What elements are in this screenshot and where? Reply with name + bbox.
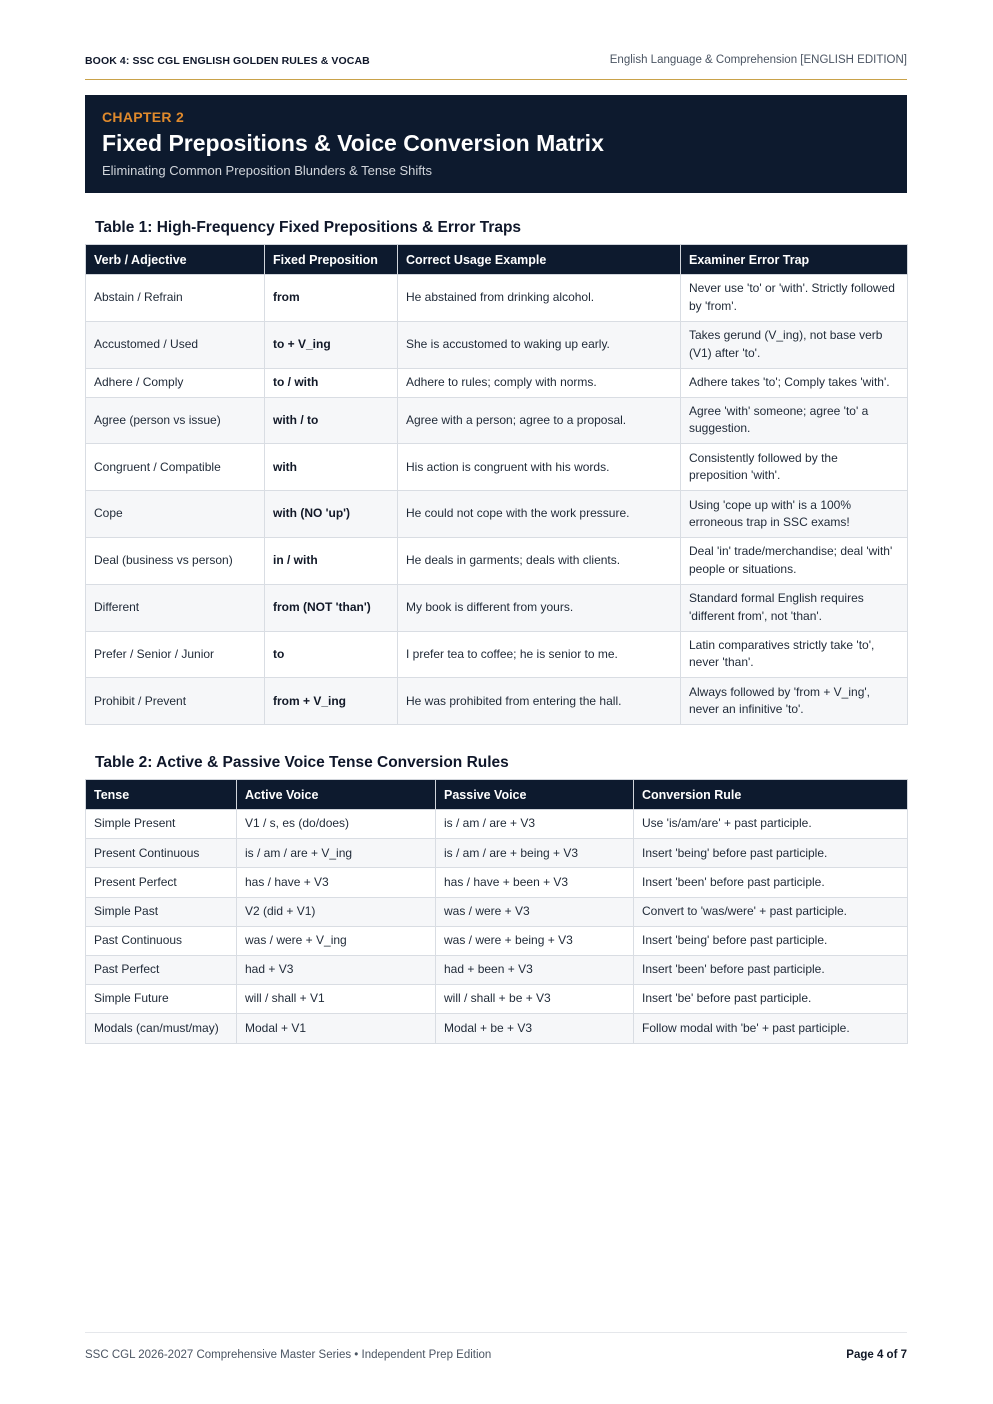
cell-error-trap: Adhere takes 'to'; Comply takes 'with'. <box>681 368 908 397</box>
table-row <box>86 444 908 491</box>
page-number: Page 4 of 7 <box>846 1348 907 1361</box>
book-title: BOOK 4: SSC CGL ENGLISH GOLDEN RULES & VOCAB <box>85 55 370 67</box>
cell-preposition: from (NOT 'than') <box>265 584 398 631</box>
cell-verb: Prefer / Senior / Junior <box>86 631 265 678</box>
cell-active: V2 (did + V1) <box>237 897 436 926</box>
table-row <box>86 955 908 984</box>
cell-error-trap: Never use 'to' or 'with'. Strictly followed by 'from'. <box>681 275 908 322</box>
cell-error-trap: Using 'cope up with' is a 100% erroneous trap in SSC exams! <box>681 491 908 538</box>
cell-rule: Insert 'being' before past participle. <box>634 926 908 955</box>
cell-rule: Convert to 'was/were' + past participle. <box>634 897 908 926</box>
cell-passive: was / were + being + V3 <box>436 926 634 955</box>
cell-example: His action is congruent with his words. <box>398 444 681 491</box>
cell-tense: Simple Past <box>86 897 237 926</box>
cell-tense: Simple Future <box>86 985 237 1014</box>
column-header: Examiner Error Trap <box>681 245 908 275</box>
cell-passive: is / am / are + V3 <box>436 810 634 839</box>
cell-tense: Present Perfect <box>86 868 237 897</box>
cell-tense: Past Continuous <box>86 926 237 955</box>
cell-rule: Insert 'been' before past participle. <box>634 955 908 984</box>
prepositions-table <box>85 244 908 725</box>
cell-preposition: in / with <box>265 537 398 584</box>
table-row <box>86 1014 908 1043</box>
cell-verb: Agree (person vs issue) <box>86 397 265 444</box>
cell-passive: will / shall + be + V3 <box>436 985 634 1014</box>
cell-verb: Prohibit / Prevent <box>86 678 265 725</box>
column-header: Passive Voice <box>436 780 634 810</box>
cell-active: has / have + V3 <box>237 868 436 897</box>
cell-error-trap: Takes gerund (V_ing), not base verb (V1) after 'to'. <box>681 321 908 368</box>
cell-error-trap: Consistently followed by the preposition 'with'. <box>681 444 908 491</box>
chapter-subtitle: Eliminating Common Preposition Blunders & Tense Shifts <box>102 163 432 178</box>
cell-preposition: to <box>265 631 398 678</box>
cell-verb: Different <box>86 584 265 631</box>
cell-verb: Deal (business vs person) <box>86 537 265 584</box>
table-header-row <box>86 780 908 810</box>
column-header: Tense <box>86 780 237 810</box>
voice-conversion-table <box>85 779 908 1044</box>
cell-error-trap: Standard formal English requires 'different from', not 'than'. <box>681 584 908 631</box>
cell-preposition: to + V_ing <box>265 321 398 368</box>
cell-verb: Congruent / Compatible <box>86 444 265 491</box>
page-header <box>85 52 907 80</box>
cell-preposition: with (NO 'up') <box>265 491 398 538</box>
cell-tense: Modals (can/must/may) <box>86 1014 237 1043</box>
series-title: SSC CGL 2026-2027 Comprehensive Master Series • Independent Prep Edition <box>85 1348 492 1361</box>
cell-preposition: with / to <box>265 397 398 444</box>
cell-verb: Accustomed / Used <box>86 321 265 368</box>
cell-verb: Abstain / Refrain <box>86 275 265 322</box>
cell-active: Modal + V1 <box>237 1014 436 1043</box>
table-row <box>86 926 908 955</box>
cell-passive: had + been + V3 <box>436 955 634 984</box>
table-row <box>86 397 908 444</box>
subject-title: English Language & Comprehension [ENGLISH EDITION] <box>609 54 907 66</box>
cell-example: My book is different from yours. <box>398 584 681 631</box>
table-row <box>86 321 908 368</box>
cell-rule: Insert 'be' before past participle. <box>634 985 908 1014</box>
table-row <box>86 897 908 926</box>
cell-error-trap: Latin comparatives strictly take 'to', never 'than'. <box>681 631 908 678</box>
cell-active: V1 / s, es (do/does) <box>237 810 436 839</box>
cell-preposition: to / with <box>265 368 398 397</box>
table-row <box>86 868 908 897</box>
column-header: Fixed Preposition <box>265 245 398 275</box>
cell-example: He deals in garments; deals with clients. <box>398 537 681 584</box>
column-header: Correct Usage Example <box>398 245 681 275</box>
column-header: Active Voice <box>237 780 436 810</box>
cell-rule: Use 'is/am/are' + past participle. <box>634 810 908 839</box>
cell-example: She is accustomed to waking up early. <box>398 321 681 368</box>
chapter-label: CHAPTER 2 <box>102 109 185 125</box>
cell-active: is / am / are + V_ing <box>237 839 436 868</box>
table-row <box>86 985 908 1014</box>
cell-example: He abstained from drinking alcohol. <box>398 275 681 322</box>
cell-active: had + V3 <box>237 955 436 984</box>
cell-passive: has / have + been + V3 <box>436 868 634 897</box>
table-row <box>86 275 908 322</box>
table-row <box>86 810 908 839</box>
cell-rule: Follow modal with 'be' + past participle. <box>634 1014 908 1043</box>
table-row <box>86 491 908 538</box>
cell-passive: was / were + V3 <box>436 897 634 926</box>
cell-active: will / shall + V1 <box>237 985 436 1014</box>
table1-title: Table 1: High-Frequency Fixed Prepositions & Error Traps <box>95 219 522 236</box>
cell-preposition: from + V_ing <box>265 678 398 725</box>
cell-tense: Past Perfect <box>86 955 237 984</box>
cell-tense: Simple Present <box>86 810 237 839</box>
cell-error-trap: Agree 'with' someone; agree 'to' a suggestion. <box>681 397 908 444</box>
cell-example: Agree with a person; agree to a proposal. <box>398 397 681 444</box>
page-footer <box>85 1332 907 1362</box>
table-row <box>86 368 908 397</box>
cell-error-trap: Always followed by 'from + V_ing', never an infinitive 'to'. <box>681 678 908 725</box>
table-row <box>86 537 908 584</box>
cell-example: I prefer tea to coffee; he is senior to me. <box>398 631 681 678</box>
cell-active: was / were + V_ing <box>237 926 436 955</box>
table-row <box>86 584 908 631</box>
table-row <box>86 839 908 868</box>
cell-verb: Adhere / Comply <box>86 368 265 397</box>
cell-example: He was prohibited from entering the hall. <box>398 678 681 725</box>
cell-passive: is / am / are + being + V3 <box>436 839 634 868</box>
cell-error-trap: Deal 'in' trade/merchandise; deal 'with' people or situations. <box>681 537 908 584</box>
table-row <box>86 631 908 678</box>
cell-rule: Insert 'been' before past participle. <box>634 868 908 897</box>
table-header-row <box>86 245 908 275</box>
cell-passive: Modal + be + V3 <box>436 1014 634 1043</box>
cell-verb: Cope <box>86 491 265 538</box>
chapter-title: Fixed Prepositions & Voice Conversion Matrix <box>102 130 604 156</box>
cell-rule: Insert 'being' before past participle. <box>634 839 908 868</box>
table2-title: Table 2: Active & Passive Voice Tense Conversion Rules <box>95 754 509 771</box>
cell-example: Adhere to rules; comply with norms. <box>398 368 681 397</box>
table-row <box>86 678 908 725</box>
cell-preposition: from <box>265 275 398 322</box>
cell-tense: Present Continuous <box>86 839 237 868</box>
chapter-banner <box>85 95 907 193</box>
cell-preposition: with <box>265 444 398 491</box>
column-header: Verb / Adjective <box>86 245 265 275</box>
column-header: Conversion Rule <box>634 780 908 810</box>
cell-example: He could not cope with the work pressure. <box>398 491 681 538</box>
